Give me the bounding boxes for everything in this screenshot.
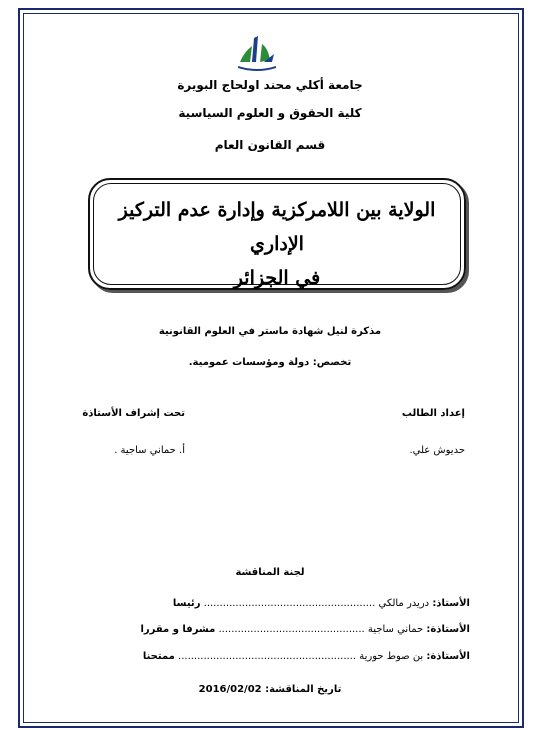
- member-name: بن صوط حورية: [359, 651, 424, 662]
- prepared-by-label: إعداد الطالب: [401, 408, 465, 419]
- thesis-title: [100, 193, 454, 295]
- thesis-title-line1: الولاية بين اللامركزية وإدارة عدم التركيز الإداري: [118, 199, 436, 255]
- committee-member-row: [70, 598, 470, 614]
- supervisor-name: أ. حماني ساجية .: [114, 445, 185, 456]
- thesis-title-line2: في الجزائر: [233, 267, 321, 289]
- member-role: مشرفا و مقررا: [140, 624, 216, 635]
- member-dots: ..............................................: [218, 624, 365, 635]
- committee-member-row: [70, 624, 470, 640]
- member-name: دريدر مالكي: [378, 598, 430, 609]
- member-title: الأستاذ:: [432, 598, 470, 609]
- member-role: ممتحنا: [142, 651, 175, 662]
- member-name: حماني ساجية: [367, 624, 424, 635]
- member-role: رئيسا: [172, 598, 201, 609]
- member-title: الأستاذة:: [426, 651, 470, 662]
- committee-member-row: [70, 651, 470, 667]
- university-logo: [234, 32, 280, 74]
- faculty-name: كلية الحقوق و العلوم السياسية: [178, 106, 362, 120]
- memo-statement: مذكرة لنيل شهادة ماستر في العلوم القانونية: [158, 326, 382, 337]
- committee-title: لجنة المناقشة: [235, 567, 305, 578]
- defense-date: تاريخ المناقشة: 2016/02/02: [198, 684, 342, 695]
- member-title: الأستاذة:: [426, 624, 470, 635]
- university-name: جامعة أكلي محند اولحاج البويرة: [177, 78, 363, 92]
- specialization: تخصص: دولة ومؤسسات عمومية.: [188, 357, 352, 368]
- member-dots: ........................................................: [178, 651, 357, 662]
- department-name: قسم القانون العام: [214, 138, 326, 152]
- student-name: حديوش علي.: [409, 445, 465, 456]
- member-dots: ......................................................: [203, 598, 376, 609]
- supervision-label: تحت إشراف الأستاذة: [82, 408, 185, 419]
